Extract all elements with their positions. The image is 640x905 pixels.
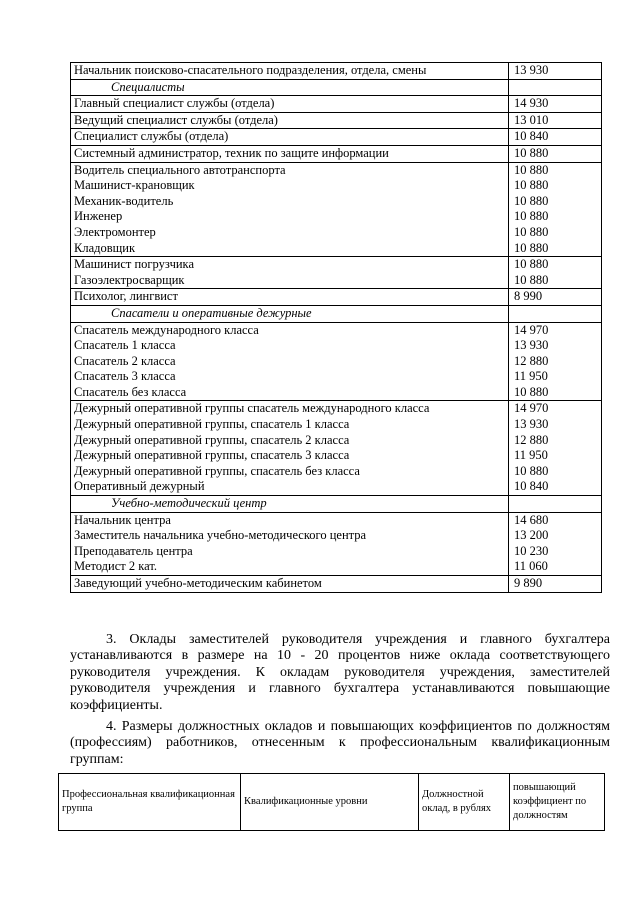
salary-value: 13 200 [509, 528, 602, 544]
position-name: Спасатель 1 класса [71, 338, 509, 354]
table-row [71, 354, 602, 370]
salary-value: 10 880 [509, 178, 602, 194]
table-row [71, 448, 602, 464]
section-value-cell [509, 79, 602, 96]
table-row [71, 417, 602, 433]
salary-value: 14 970 [509, 322, 602, 338]
salary-value: 10 880 [509, 257, 602, 273]
table-row [71, 369, 602, 385]
position-name: Оперативный дежурный [71, 479, 509, 495]
table-row [71, 544, 602, 560]
position-name: Водитель специального автотранспорта [71, 162, 509, 178]
section-row [71, 496, 602, 513]
table-row [71, 178, 602, 194]
salary-value: 11 060 [509, 559, 602, 575]
position-name: Начальник центра [71, 512, 509, 528]
salary-value: 10 230 [509, 544, 602, 560]
table-row [71, 528, 602, 544]
salary-value: 13 930 [509, 338, 602, 354]
header-salary: Должностной оклад, в рублях [419, 774, 510, 831]
position-name: Спасатель 3 класса [71, 369, 509, 385]
paragraph-4-text: 4. Размеры должностных окладов и повышающих коэффициентов по должностям (профессиям) работников, отнесенным к профессиональным квалификационным группам: [70, 719, 610, 767]
section-value-cell [509, 496, 602, 513]
salary-value: 10 880 [509, 145, 602, 162]
table-row [71, 241, 602, 257]
table-row [71, 273, 602, 289]
table-row [71, 576, 602, 593]
position-name: Ведущий специалист службы (отдела) [71, 112, 509, 129]
table-row [71, 63, 602, 80]
section-row [71, 79, 602, 96]
salary-value: 14 680 [509, 512, 602, 528]
salary-value: 10 880 [509, 385, 602, 401]
qualification-header-table [58, 773, 605, 831]
position-name: Дежурный оперативной группы спасатель международного класса [71, 401, 509, 417]
position-name: Кладовщик [71, 241, 509, 257]
table-row [71, 401, 602, 417]
position-name: Специалист службы (отдела) [71, 129, 509, 146]
salary-value: 9 890 [509, 576, 602, 593]
position-name: Системный администратор, техник по защите информации [71, 145, 509, 162]
salary-value: 10 880 [509, 241, 602, 257]
paragraph-3-text: 3. Оклады заместителей руководителя учреждения и главного бухгалтера устанавливаются в размере на 10 - 20 процентов ниже оклада соответствующего руководителя учреждения. К окладам руководителя учреждения, заместителей руководителя учреждения и главного бухгалтера устанавливаются повышающие коэффициенты. [70, 632, 610, 713]
position-name: Дежурный оперативной группы, спасатель 1 класса [71, 417, 509, 433]
table-row [71, 145, 602, 162]
table-row [71, 559, 602, 575]
position-name: Электромонтер [71, 225, 509, 241]
position-name: Дежурный оперативной группы, спасатель без класса [71, 464, 509, 480]
paragraph-3 [70, 632, 610, 714]
table-row [71, 338, 602, 354]
header-qualification-group: Профессиональная квалификационная группа [59, 774, 241, 831]
section-row [71, 305, 602, 322]
table-row [71, 464, 602, 480]
salary-value: 10 880 [509, 225, 602, 241]
paragraph-4 [70, 719, 610, 768]
salary-value: 10 880 [509, 162, 602, 178]
salary-table-body [71, 63, 602, 593]
position-name: Газоэлектросварщик [71, 273, 509, 289]
position-name: Спасатель без класса [71, 385, 509, 401]
table-row [71, 289, 602, 306]
table-row [71, 129, 602, 146]
position-name: Дежурный оперативной группы, спасатель 2 класса [71, 433, 509, 449]
table-row [71, 112, 602, 129]
position-name: Преподаватель центра [71, 544, 509, 560]
salary-value: 11 950 [509, 448, 602, 464]
salary-value: 10 840 [509, 129, 602, 146]
table-row [71, 512, 602, 528]
table-row [71, 433, 602, 449]
salary-value: 13 930 [509, 63, 602, 80]
table-row [71, 385, 602, 401]
salary-value: 10 880 [509, 273, 602, 289]
header-row [59, 774, 605, 831]
header-coefficient: повышающий коэффициент по должностям [510, 774, 605, 831]
table-row [71, 479, 602, 495]
salary-value: 14 930 [509, 96, 602, 113]
position-name: Главный специалист службы (отдела) [71, 96, 509, 113]
salary-table [70, 62, 602, 593]
position-name: Спасатель 2 класса [71, 354, 509, 370]
salary-value: 10 880 [509, 464, 602, 480]
table-row [71, 257, 602, 273]
position-name: Машинист погрузчика [71, 257, 509, 273]
table-row [71, 96, 602, 113]
position-name: Механик-водитель [71, 194, 509, 210]
salary-value: 14 970 [509, 401, 602, 417]
salary-value: 8 990 [509, 289, 602, 306]
table-row [71, 162, 602, 178]
section-title: Специалисты [71, 79, 509, 96]
salary-value: 13 010 [509, 112, 602, 129]
section-title: Учебно-методический центр [71, 496, 509, 513]
position-name: Машинист-крановщик [71, 178, 509, 194]
table-row [71, 194, 602, 210]
position-name: Начальник поисково-спасательного подразделения, отдела, смены [71, 63, 509, 80]
position-name: Спасатель международного класса [71, 322, 509, 338]
table-row [71, 209, 602, 225]
position-name: Заведующий учебно-методическим кабинетом [71, 576, 509, 593]
salary-value: 10 880 [509, 194, 602, 210]
salary-value: 10 840 [509, 479, 602, 495]
section-title: Спасатели и оперативные дежурные [71, 305, 509, 322]
position-name: Инженер [71, 209, 509, 225]
table-row [71, 225, 602, 241]
table-row [71, 322, 602, 338]
position-name: Психолог, лингвист [71, 289, 509, 306]
salary-value: 12 880 [509, 433, 602, 449]
salary-value: 12 880 [509, 354, 602, 370]
position-name: Дежурный оперативной группы, спасатель 3 класса [71, 448, 509, 464]
salary-value: 13 930 [509, 417, 602, 433]
position-name: Заместитель начальника учебно-методического центра [71, 528, 509, 544]
salary-value: 11 950 [509, 369, 602, 385]
salary-value: 10 880 [509, 209, 602, 225]
position-name: Методист 2 кат. [71, 559, 509, 575]
section-value-cell [509, 305, 602, 322]
header-qualification-levels: Квалификационные уровни [241, 774, 419, 831]
